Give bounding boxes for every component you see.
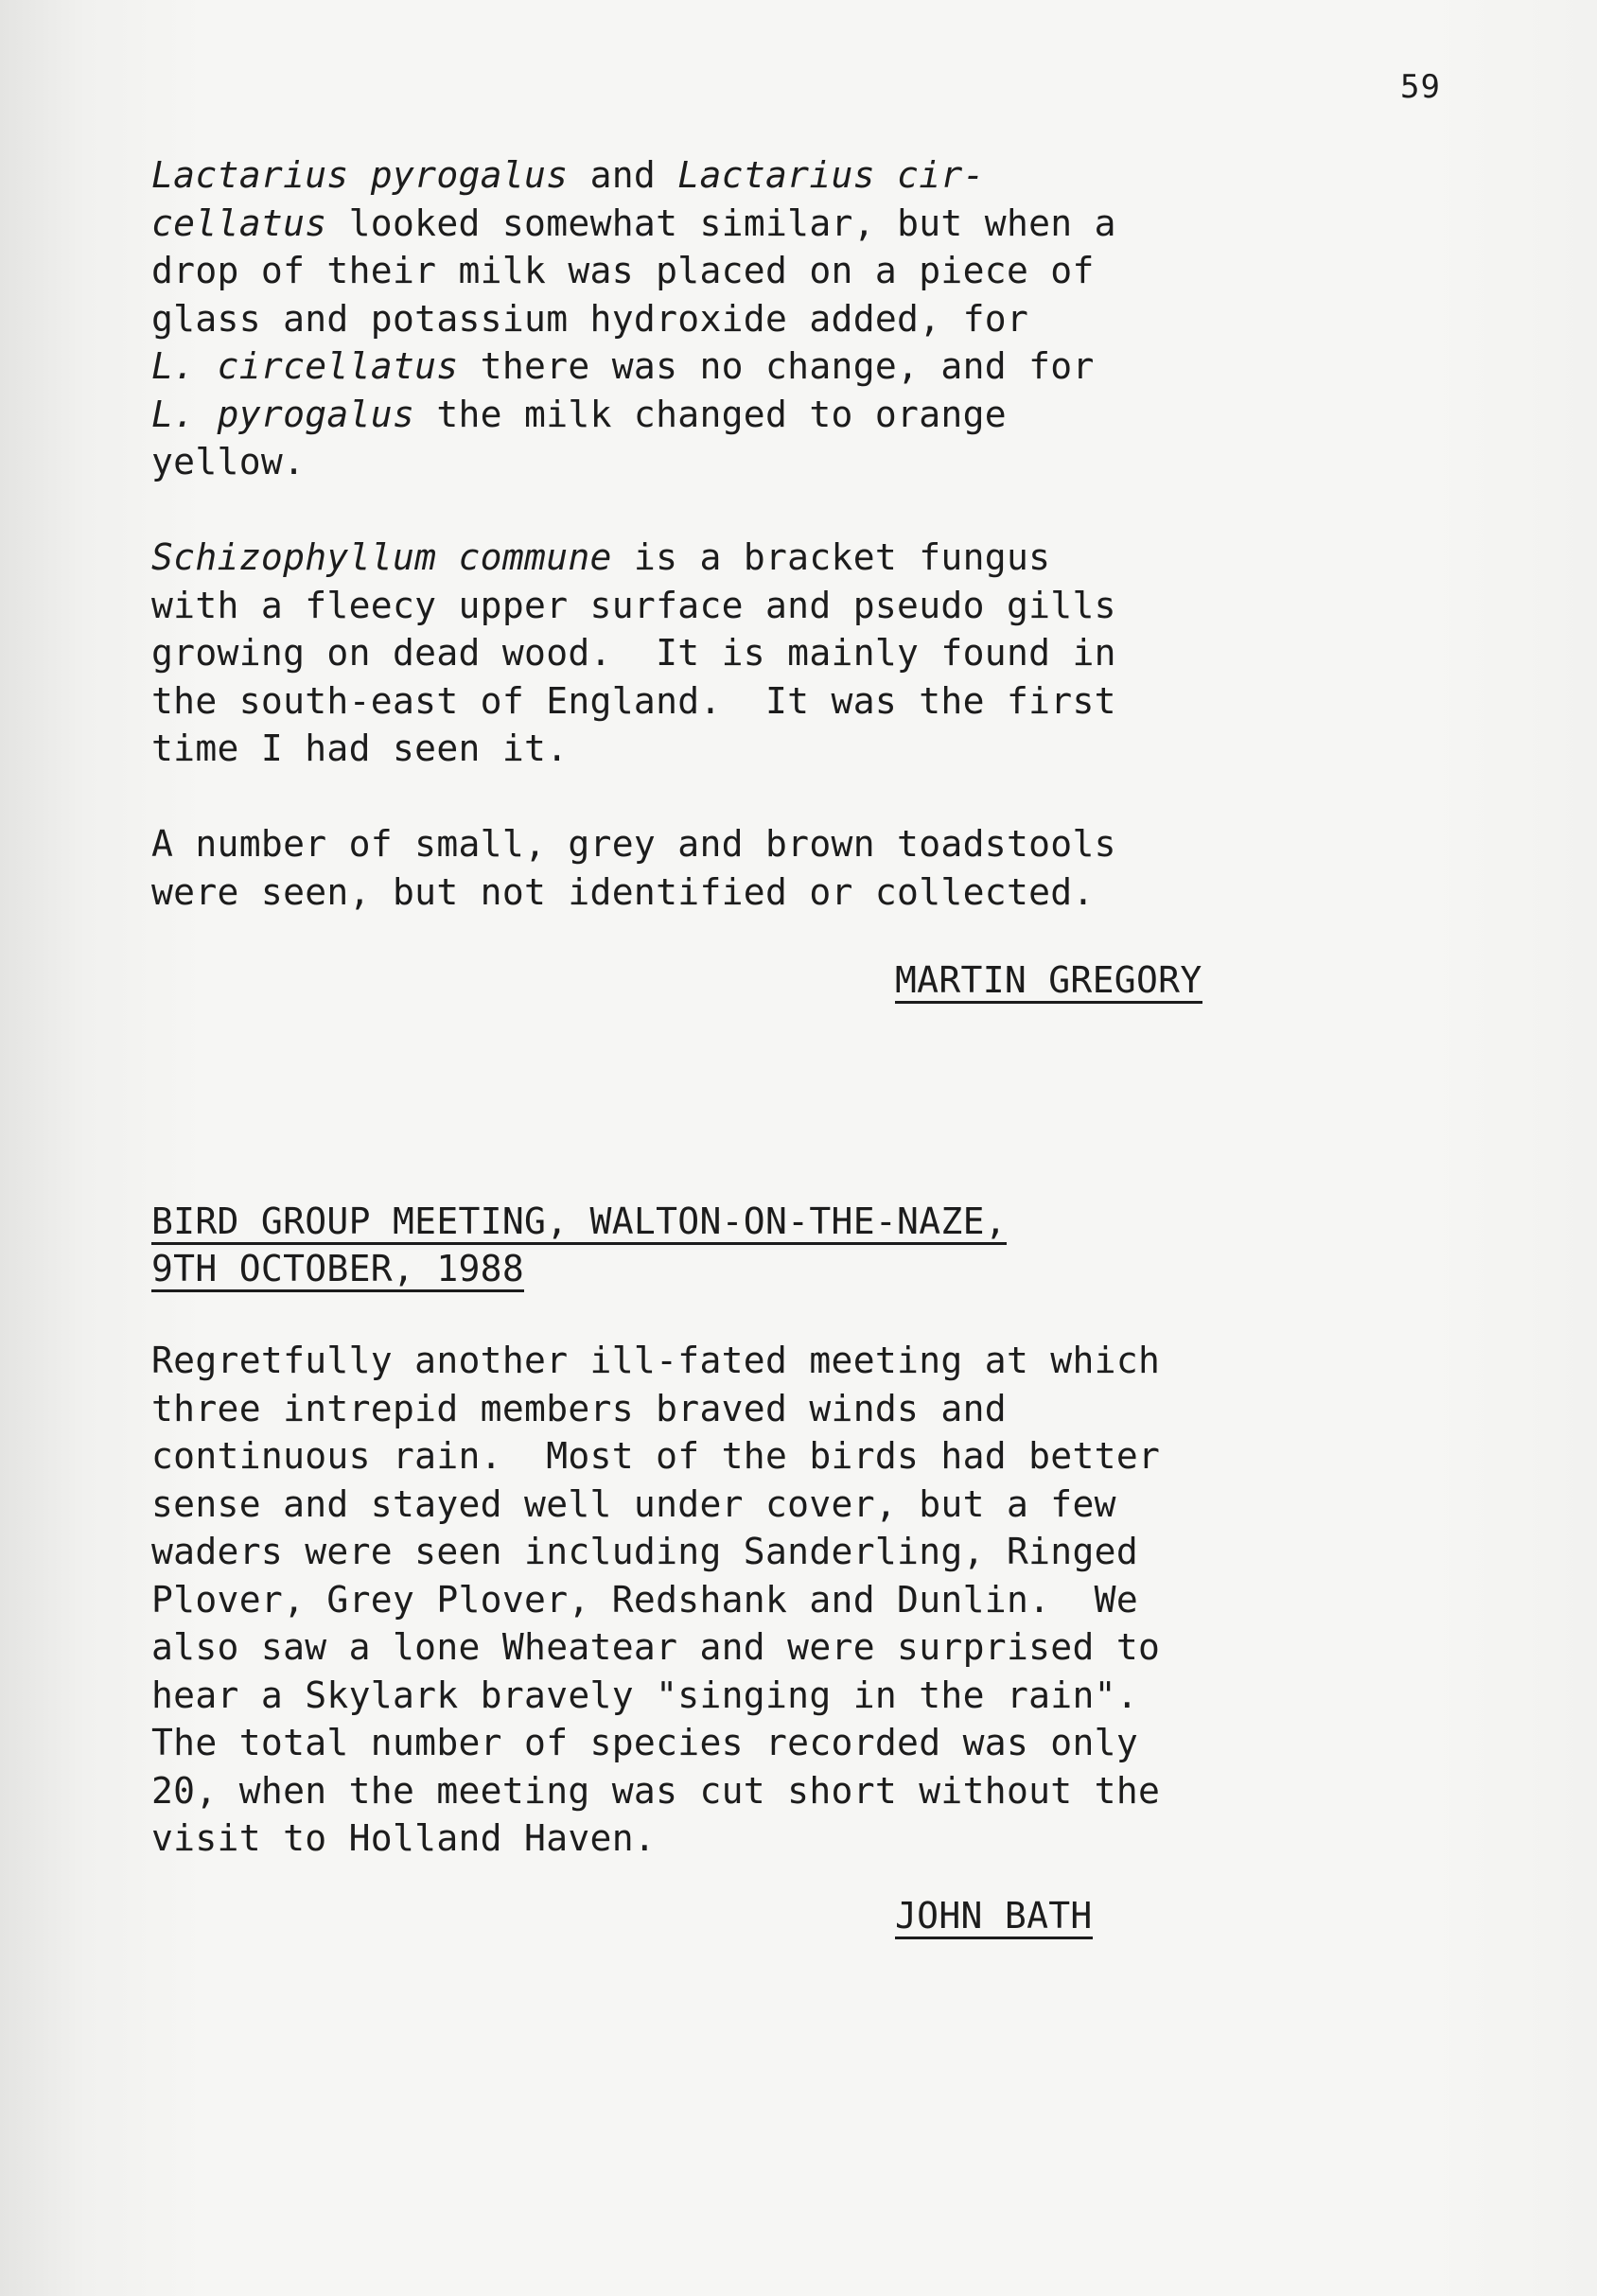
- paragraph-lactarius: [151, 151, 1476, 486]
- text-run: sense and stayed well under cover, but a few: [151, 1482, 1116, 1525]
- text-run: continuous rain. Most of the birds had better: [151, 1435, 1161, 1477]
- text-run: also saw a lone Wheatear and were surprised to: [151, 1626, 1161, 1668]
- text-run: glass and potassium hydroxide added, for: [151, 297, 1029, 340]
- text-line: [151, 1767, 1476, 1815]
- text-line: [151, 1576, 1476, 1624]
- text-run: Plover, Grey Plover, Redshank and Dunlin. We: [151, 1578, 1139, 1621]
- text-line: [151, 1481, 1476, 1529]
- text-run: and: [568, 154, 678, 196]
- italic-species-name: Lactarius cir-: [677, 154, 985, 196]
- text-line: [151, 582, 1476, 630]
- text-line: [151, 820, 1476, 868]
- heading-line-2: 9TH OCTOBER, 1988: [151, 1248, 524, 1292]
- text-line: [151, 438, 1476, 486]
- paragraph-schizophyllum: [151, 534, 1476, 773]
- text-run: three intrepid members braved winds and: [151, 1387, 1007, 1429]
- text-run: A number of small, grey and brown toadstools: [151, 823, 1116, 865]
- text-run: were seen, but not identified or collected.: [151, 870, 1095, 913]
- italic-species-name: Schizophyllum commune: [151, 536, 612, 578]
- text-run: growing on dead wood. It is mainly found in: [151, 632, 1116, 674]
- text-line: [151, 295, 1476, 343]
- bird-group-heading: [151, 1198, 1007, 1292]
- text-line: [151, 1719, 1476, 1767]
- text-run: the south-east of England. It was the first: [151, 679, 1116, 722]
- text-line: [151, 677, 1476, 726]
- text-line: [151, 1337, 1476, 1385]
- italic-species-name: L. pyrogalus: [151, 393, 415, 435]
- paragraph-bird-meeting: [151, 1337, 1476, 1863]
- page-number: 59: [1400, 68, 1441, 106]
- text-run: time I had seen it.: [151, 727, 569, 769]
- paragraph-toadstools: [151, 820, 1476, 916]
- text-run: is a bracket fungus: [611, 536, 1051, 578]
- text-line: [151, 868, 1476, 917]
- text-line: [151, 629, 1476, 677]
- text-run: 20, when the meeting was cut short without the: [151, 1769, 1161, 1812]
- text-line: [151, 1385, 1476, 1433]
- heading-line-1: BIRD GROUP MEETING, WALTON-ON-THE-NAZE,: [151, 1201, 1007, 1245]
- italic-species-name: L. circellatus: [151, 345, 459, 387]
- text-line: [151, 534, 1476, 582]
- text-run: waders were seen including Sanderling, Ringed: [151, 1531, 1139, 1572]
- text-line: [151, 725, 1476, 773]
- italic-species-name: Lactarius pyrogalus: [151, 154, 569, 196]
- text-line: [151, 200, 1476, 248]
- text-line: [151, 342, 1476, 391]
- text-line: [151, 247, 1476, 295]
- text-line: [151, 1814, 1476, 1863]
- text-run: looked somewhat similar, but when a: [326, 202, 1116, 244]
- text-run: The total number of species recorded was only: [151, 1722, 1139, 1763]
- text-run: the milk changed to orange: [414, 393, 1007, 435]
- author-signature-john-bath: JOHN BATH: [895, 1895, 1093, 1939]
- text-line: [151, 151, 1476, 200]
- text-line: [151, 1623, 1476, 1672]
- text-line: [151, 1528, 1476, 1576]
- text-run: with a fleecy upper surface and pseudo gills: [151, 584, 1116, 626]
- text-line: [151, 391, 1476, 439]
- text-run: Regretfully another ill-fated meeting at which: [151, 1340, 1161, 1381]
- author-signature-martin-gregory: MARTIN GREGORY: [895, 959, 1202, 1004]
- text-line: [151, 1672, 1476, 1720]
- text-run: hear a Skylark bravely "singing in the rain".: [151, 1674, 1139, 1716]
- text-run: visit to Holland Haven.: [151, 1817, 657, 1859]
- italic-species-name: cellatus: [151, 202, 327, 244]
- text-line: [151, 1432, 1476, 1481]
- text-run: yellow.: [151, 441, 306, 482]
- text-run: drop of their milk was placed on a piece of: [151, 250, 1095, 291]
- text-run: there was no change, and for: [458, 345, 1095, 387]
